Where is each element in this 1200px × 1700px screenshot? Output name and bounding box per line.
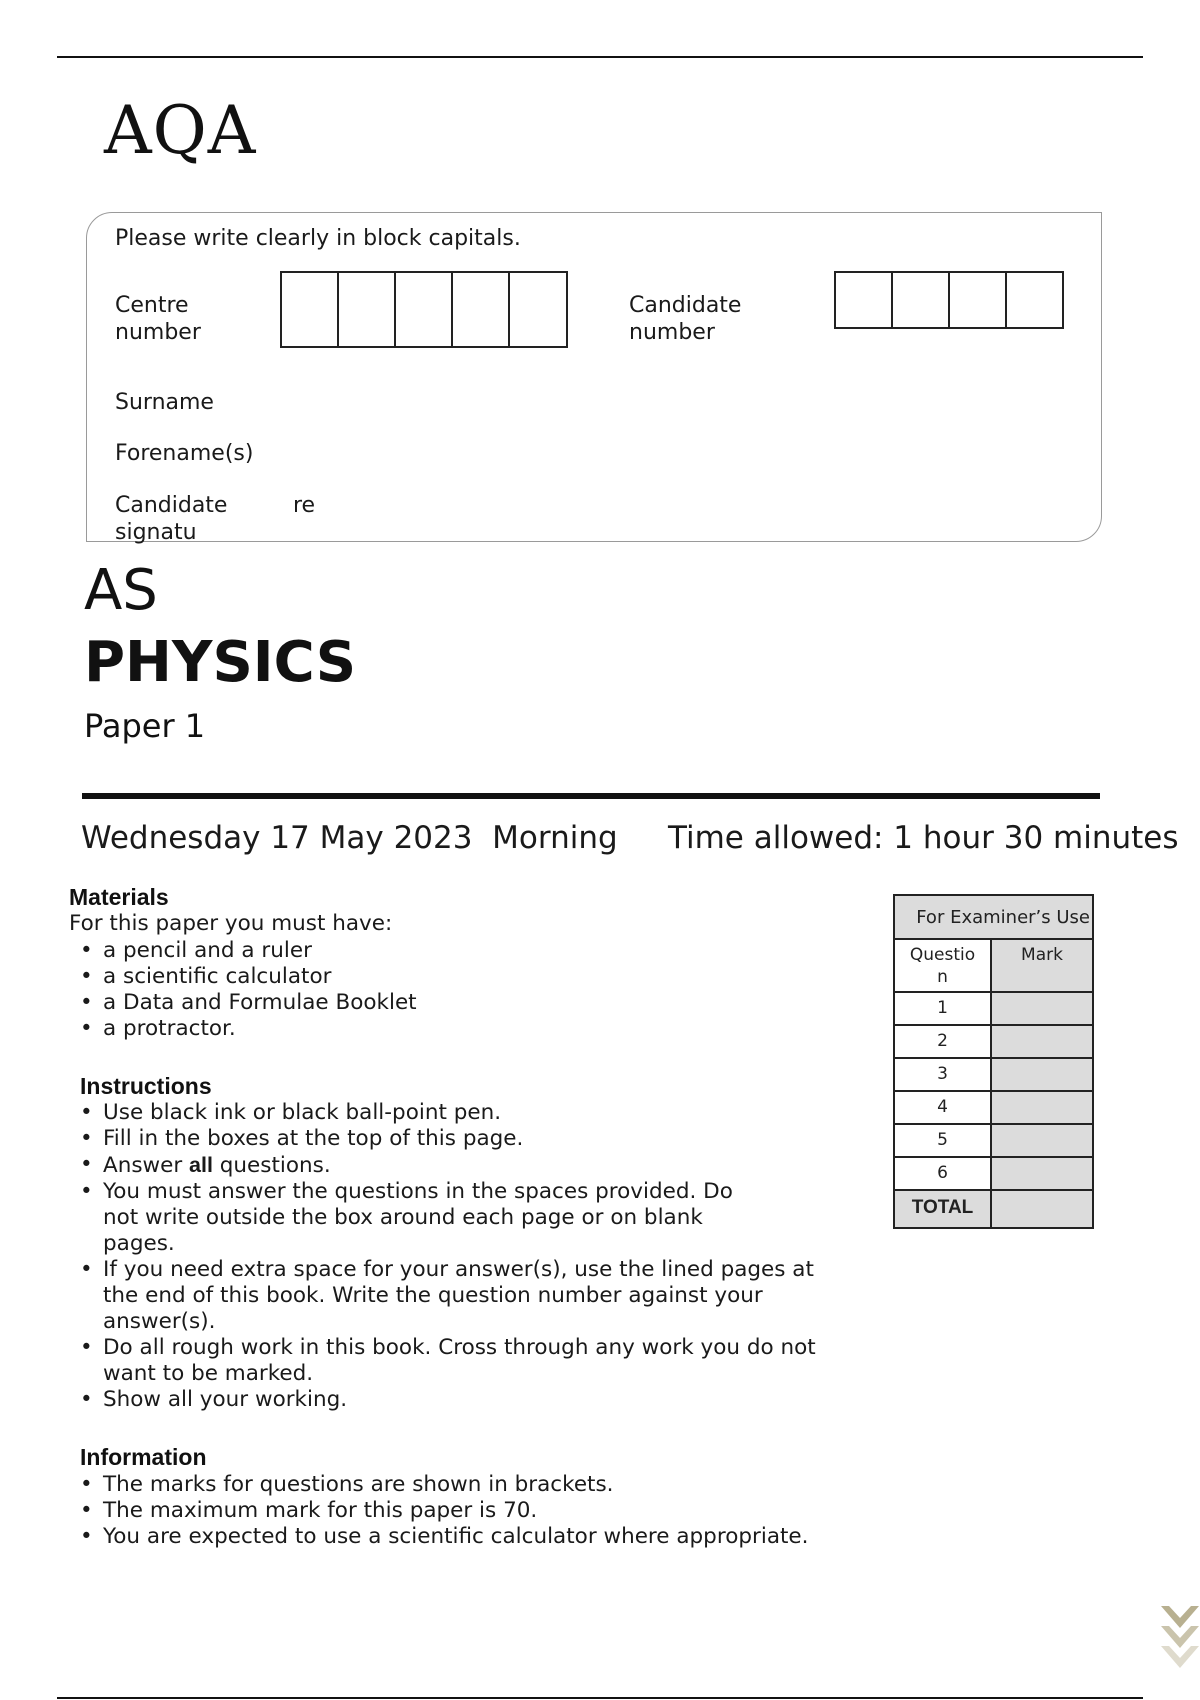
top-rule xyxy=(57,56,1143,58)
question-number: 6 xyxy=(895,1158,992,1189)
total-label: TOTAL xyxy=(895,1191,992,1227)
candidate-details-box xyxy=(86,212,1102,542)
forenames-label: Forename(s) xyxy=(115,441,254,466)
chevron-down-icon xyxy=(1161,1604,1199,1674)
centre-number-box[interactable] xyxy=(282,273,339,346)
table-total-row xyxy=(895,1191,1092,1227)
subject-title: PHYSICS xyxy=(84,630,357,695)
signature-label-fragment: re xyxy=(293,493,316,518)
table-row xyxy=(895,1158,1092,1191)
table-header-row xyxy=(895,940,1092,993)
centre-number-label: Centre number xyxy=(115,293,201,345)
mark-cell xyxy=(992,1158,1092,1189)
exam-date: Wednesday 17 May 2023 Morning xyxy=(81,820,618,856)
mark-cell xyxy=(992,1125,1092,1156)
list-item: • Fill in the boxes at the top of this page. xyxy=(80,1126,840,1152)
table-row xyxy=(895,1125,1092,1158)
candidate-number-box[interactable] xyxy=(1007,273,1062,327)
materials-intro: For this paper you must have: xyxy=(69,911,393,936)
candidate-number-box[interactable] xyxy=(836,273,893,327)
instructions-heading: Instructions xyxy=(80,1073,212,1099)
question-number: 2 xyxy=(895,1026,992,1057)
list-item: • a Data and Formulae Booklet xyxy=(80,990,840,1016)
table-row xyxy=(895,1092,1092,1125)
total-mark-cell xyxy=(992,1191,1092,1227)
list-item: • The maximum mark for this paper is 70. xyxy=(80,1498,860,1524)
surname-label: Surname xyxy=(115,390,214,415)
list-item: • a protractor. xyxy=(80,1016,840,1042)
materials-list xyxy=(80,938,840,1042)
centre-number-box[interactable] xyxy=(453,273,510,346)
qualification-level: AS xyxy=(84,558,158,623)
table-row xyxy=(895,1026,1092,1059)
list-item: • a scientific calculator xyxy=(80,964,840,990)
materials-heading: Materials xyxy=(69,884,169,910)
information-heading: Information xyxy=(80,1444,207,1470)
mark-cell xyxy=(992,1059,1092,1090)
centre-number-boxes xyxy=(280,271,568,348)
instructions-list xyxy=(80,1100,840,1413)
mark-cell xyxy=(992,993,1092,1024)
list-item: • Use black ink or black ball-point pen. xyxy=(80,1100,840,1126)
list-item: • a pencil and a ruler xyxy=(80,938,840,964)
question-number: 1 xyxy=(895,993,992,1024)
list-item: • You are expected to use a scientific calculator where appropriate. xyxy=(80,1524,860,1550)
list-item: • Answer all questions. xyxy=(80,1152,840,1179)
question-number: 3 xyxy=(895,1059,992,1090)
question-number: 5 xyxy=(895,1125,992,1156)
mark-cell xyxy=(992,1026,1092,1057)
centre-number-box[interactable] xyxy=(339,273,396,346)
list-item: • Do all rough work in this book. Cross through any work you do not want to be marked. xyxy=(80,1335,823,1387)
list-item: • The marks for questions are shown in brackets. xyxy=(80,1472,860,1498)
candidate-number-box[interactable] xyxy=(950,273,1007,327)
list-item: • You must answer the questions in the spaces provided. Do not write outside the box around each page or on blank pages. xyxy=(80,1179,763,1257)
candidate-number-box[interactable] xyxy=(893,273,950,327)
information-list xyxy=(80,1472,860,1550)
question-number: 4 xyxy=(895,1092,992,1123)
title-divider xyxy=(82,793,1100,799)
list-item: • Show all your working. xyxy=(80,1387,840,1413)
centre-number-box[interactable] xyxy=(396,273,453,346)
mark-column-header: Mark xyxy=(992,940,1092,991)
examiners-use-table xyxy=(893,894,1094,1229)
aqa-logo: AQA xyxy=(104,92,257,169)
question-column-header: Questio n xyxy=(895,940,992,991)
candidate-signature-label: Candidate signatu xyxy=(115,493,228,545)
block-capitals-instruction: Please write clearly in block capitals. xyxy=(115,226,521,251)
examiners-use-title: For Examiner’s Use xyxy=(895,896,1092,940)
table-row xyxy=(895,1059,1092,1092)
candidate-number-label: Candidate number xyxy=(629,293,742,345)
paper-number: Paper 1 xyxy=(84,707,206,745)
list-item: • If you need extra space for your answer(s), use the lined pages at the end of this book. Write the question number against your answer(s). xyxy=(80,1257,823,1335)
centre-number-box[interactable] xyxy=(510,273,566,346)
candidate-number-boxes xyxy=(834,271,1064,329)
table-row xyxy=(895,993,1092,1026)
time-allowed: Time allowed: 1 hour 30 minutes xyxy=(668,820,1179,856)
bottom-rule xyxy=(57,1697,1143,1699)
mark-cell xyxy=(992,1092,1092,1123)
